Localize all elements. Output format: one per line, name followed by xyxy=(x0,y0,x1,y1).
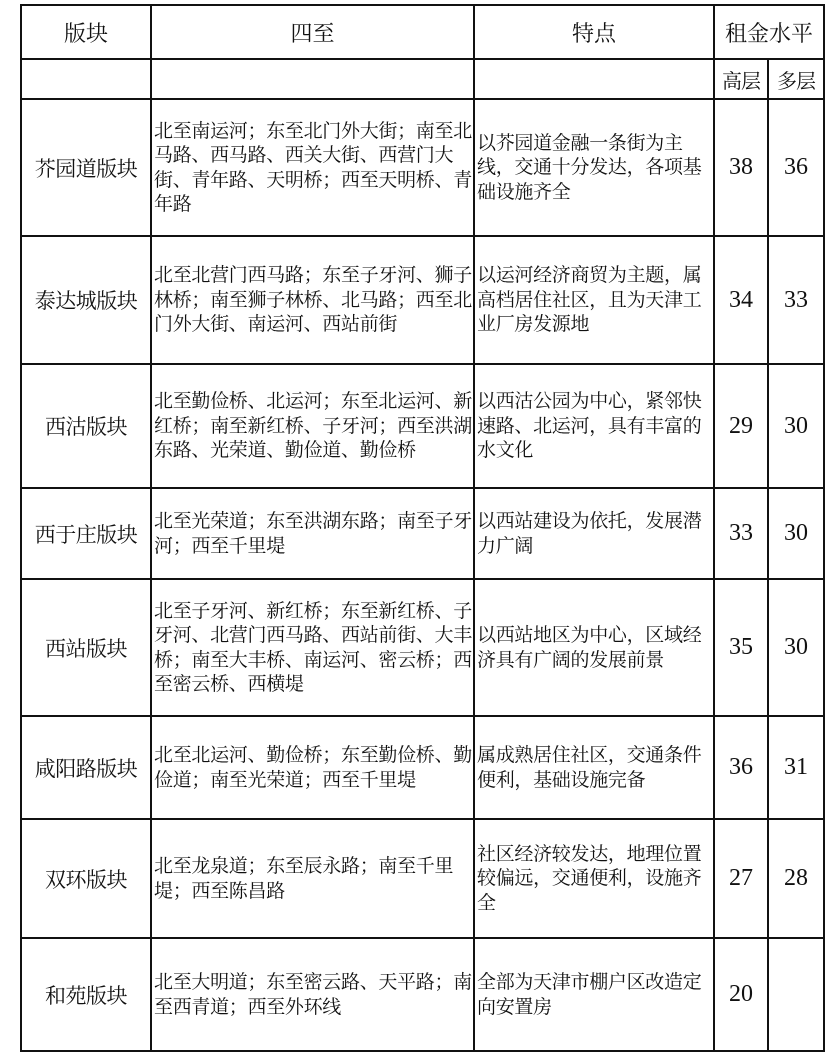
table-row xyxy=(21,236,824,364)
header-multi-story: 多层 xyxy=(768,59,824,99)
rent-high-rise: 20 xyxy=(714,938,768,1051)
block-features: 社区经济较发达，地理位置较偏远，交通便利，设施齐全 xyxy=(474,819,714,938)
table-row xyxy=(21,364,824,488)
block-features: 以西沽公园为中心，紧邻快速路、北运河，具有丰富的水文化 xyxy=(474,364,714,488)
block-features: 以西站建设为依托，发展潜力广阔 xyxy=(474,488,714,579)
table-row xyxy=(21,579,824,716)
rent-multi-story: 36 xyxy=(768,99,824,236)
table-row xyxy=(21,819,824,938)
block-name: 西于庄版块 xyxy=(21,488,151,579)
block-name: 西沽版块 xyxy=(21,364,151,488)
block-boundaries: 北至北营门西马路；东至子牙河、狮子林桥；南至狮子林桥、北马路；西至北门外大街、南运河、西站前街 xyxy=(151,236,474,364)
rent-multi-story: 28 xyxy=(768,819,824,938)
block-boundaries: 北至光荣道；东至洪湖东路；南至子牙河；西至千里堤 xyxy=(151,488,474,579)
block-boundaries: 北至大明道；东至密云路、天平路；南至西青道；西至外环线 xyxy=(151,938,474,1051)
rent-high-rise: 36 xyxy=(714,716,768,819)
header-block: 版块 xyxy=(21,5,151,59)
header-high-rise: 高层 xyxy=(714,59,768,99)
block-name: 双环版块 xyxy=(21,819,151,938)
block-name: 西站版块 xyxy=(21,579,151,716)
table-row xyxy=(21,99,824,236)
rent-high-rise: 34 xyxy=(714,236,768,364)
subheader-empty-block xyxy=(21,59,151,99)
rent-level-table xyxy=(20,4,825,1052)
block-features: 以西站地区为中心，区域经济具有广阔的发展前景 xyxy=(474,579,714,716)
block-name: 和苑版块 xyxy=(21,938,151,1051)
rent-high-rise: 33 xyxy=(714,488,768,579)
block-features: 属成熟居住社区，交通条件便利，基础设施完备 xyxy=(474,716,714,819)
block-boundaries: 北至子牙河、新红桥；东至新红桥、子牙河、北营门西马路、西站前街、大丰桥；南至大丰桥、南运河、密云桥；西至密云桥、西横堤 xyxy=(151,579,474,716)
rent-multi-story: 30 xyxy=(768,488,824,579)
header-rent-level: 租金水平 xyxy=(714,5,824,59)
block-features: 全部为天津市棚户区改造定向安置房 xyxy=(474,938,714,1051)
rent-multi-story: 30 xyxy=(768,579,824,716)
block-name: 芥园道版块 xyxy=(21,99,151,236)
block-features: 以运河经济商贸为主题，属高档居住社区，且为天津工业厂房发源地 xyxy=(474,236,714,364)
block-name: 咸阳路版块 xyxy=(21,716,151,819)
block-boundaries: 北至龙泉道；东至辰永路；南至千里堤；西至陈昌路 xyxy=(151,819,474,938)
rent-multi-story: 31 xyxy=(768,716,824,819)
rent-multi-story xyxy=(768,938,824,1051)
header-boundaries: 四至 xyxy=(151,5,474,59)
rent-high-rise: 29 xyxy=(714,364,768,488)
rent-multi-story: 33 xyxy=(768,236,824,364)
block-boundaries: 北至北运河、勤俭桥；东至勤俭桥、勤俭道；南至光荣道；西至千里堤 xyxy=(151,716,474,819)
table-row xyxy=(21,488,824,579)
table-row xyxy=(21,938,824,1051)
table-row xyxy=(21,716,824,819)
header-row xyxy=(21,5,824,59)
subheader-row xyxy=(21,59,824,99)
rent-high-rise: 35 xyxy=(714,579,768,716)
rent-high-rise: 27 xyxy=(714,819,768,938)
block-name: 泰达城版块 xyxy=(21,236,151,364)
block-features: 以芥园道金融一条街为主线，交通十分发达，各项基础设施齐全 xyxy=(474,99,714,236)
rent-multi-story: 30 xyxy=(768,364,824,488)
block-boundaries: 北至南运河；东至北门外大街；南至北马路、西马路、西关大街、西营门大街、青年路、天明桥；西至天明桥、青年路 xyxy=(151,99,474,236)
rent-high-rise: 38 xyxy=(714,99,768,236)
subheader-empty-boundaries xyxy=(151,59,474,99)
header-features: 特点 xyxy=(474,5,714,59)
subheader-empty-features xyxy=(474,59,714,99)
block-boundaries: 北至勤俭桥、北运河；东至北运河、新红桥；南至新红桥、子牙河；西至洪湖东路、光荣道、勤俭道、勤俭桥 xyxy=(151,364,474,488)
